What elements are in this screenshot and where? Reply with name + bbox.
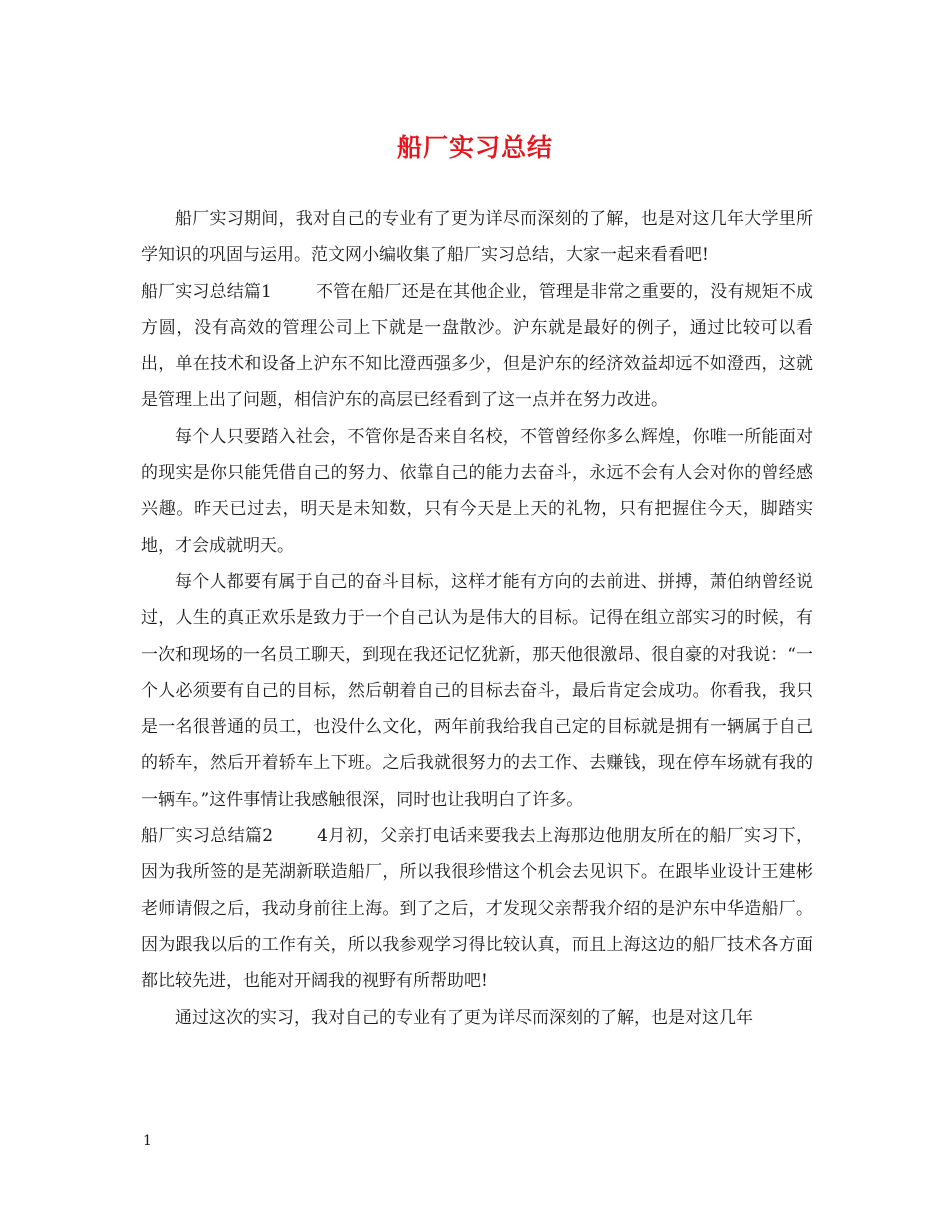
section2-heading: 船厂实习总结篇2 — [141, 826, 274, 847]
section1-paragraph-3: 每个人都要有属于自己的奋斗目标，这样才能有方向的去前进、拼搏，萧伯纳曾经说过，人生的真正欢乐是致力于一个自己认为是伟大的目标。记得在组立部实习的时候，有一次和现场的一名员工聊天，到现在我还记忆犹新，那天他很激昂、很自豪的对我说：“一个人必须要有自己的目标，然后朝着自己的目标去奋斗，最后肯定会成功。你看我，我只是一名很普通的员工，也没什么文化，两年前我给我自己定的目标就是拥有一辆属于自己的轿车，然后开着轿车上下班。之后我就很努力的去工作、去赚钱，现在停车场就有我的一辆车。”这件事情让我感触很深，同时也让我明白了许多。 — [141, 571, 813, 810]
document-title: 船厂实习总结 — [396, 133, 553, 162]
section2-paragraph-1-text: 4月初，父亲打电话来要我去上海那边他朋友所在的船厂实习下，因为我所签的是芜湖新联造船厂，所以我很珍惜这个机会去见识下。在跟毕业设计王建彬老师请假之后，我动身前往上海。到了之后，才发现父亲帮我介绍的是沪东中华造船厂。因为跟我以后的工作有关，所以我参观学习得比较认真，而且上海这边的船厂技术各方面都比较先进，也能对开阔我的视野有所帮助吧! — [141, 826, 813, 992]
section2-paragraph-2: 通过这次的实习，我对自己的专业有了更为详尽而深刻的了解，也是对这几年 — [175, 1007, 753, 1028]
section2-first-paragraph — [141, 818, 813, 999]
document-body — [141, 201, 813, 1036]
section1-paragraph-1-text: 不管在船厂还是在其他企业，管理是非常之重要的，没有规矩不成方圆，没有高效的管理公司上下就是一盘散沙。沪东就是最好的例子，通过比较可以看出，单在技术和设备上沪东不知比澄西强多少，但是沪东的经济效益却远不如澄西，这就是管理上出了问题，相信沪东的高层已经看到了这一点并在努力改进。 — [141, 281, 813, 411]
intro-paragraph: 船厂实习期间，我对自己的专业有了更为详尽而深刻的了解，也是对这几年大学里所学知识的巩固与运用。范文网小编收集了船厂实习总结，大家一起来看看吧! — [141, 209, 813, 266]
section1-paragraph-2: 每个人只要踏入社会，不管你是否来自名校，不管曾经你多么辉煌，你唯一所能面对的现实是你只能凭借自己的努力、依靠自己的能力去奋斗，永远不会有人会对你的曾经感兴趣。昨天已过去，明天是未知数，只有今天是上天的礼物，只有把握住今天，脚踏实地，才会成就明天。 — [141, 426, 813, 556]
page-number: 1 — [143, 1133, 152, 1149]
section1-first-paragraph — [141, 274, 813, 419]
section1-heading: 船厂实习总结篇1 — [141, 281, 272, 302]
